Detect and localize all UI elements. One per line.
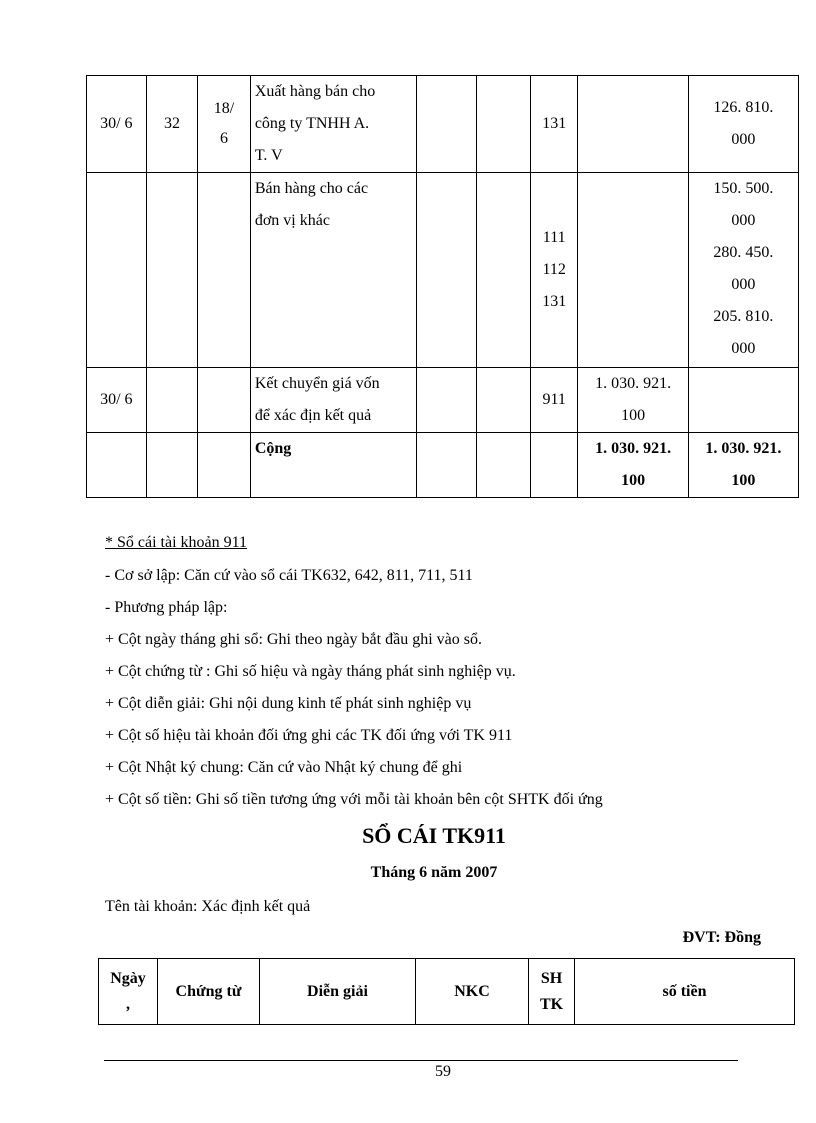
paragraph-line: - Cơ sở lập: Căn cứ vào sổ cái TK632, 642, 811, 711, 511 — [105, 567, 473, 584]
voucher-no-cell — [146, 368, 198, 433]
voucher-no-cell — [146, 173, 198, 368]
date-cell — [87, 173, 147, 368]
empty-cell — [477, 173, 531, 368]
voucher-day-cell — [198, 173, 251, 368]
date-cell: 30/ 6 — [87, 76, 147, 173]
credit-cell — [688, 368, 798, 433]
ledger-subtitle: Tháng 6 năm 2007 — [370, 864, 498, 881]
paragraph-line: + Cột chứng từ : Ghi số hiệu và ngày tháng phát sinh nghiệp vụ. — [105, 663, 516, 680]
ledger911-header-table — [98, 958, 795, 1025]
empty-cell — [416, 433, 477, 498]
voucher-day-cell: 18/ 6 — [198, 76, 251, 173]
total-row — [87, 433, 799, 498]
description-cell: Bán hàng cho các đơn vị khác — [250, 173, 416, 368]
empty-cell — [416, 368, 477, 433]
unit-label: ĐVT: Đồng — [682, 929, 761, 946]
account-name: Tên tài khoản: Xác định kết quả — [105, 898, 311, 915]
shtk-cell: 911 — [530, 368, 578, 433]
header-amount: số tiền — [575, 959, 795, 1025]
paragraph-line: + Cột ngày tháng ghi sổ: Ghi theo ngày bắt đầu ghi vào sổ. — [105, 631, 482, 648]
table-row — [87, 76, 799, 173]
debit-cell — [578, 76, 688, 173]
credit-cell: 150. 500. 000 280. 450. 000 205. 810. 000 — [688, 173, 798, 368]
debit-cell — [578, 173, 688, 368]
paragraph-line: - Phương pháp lập: — [105, 599, 228, 616]
ledger-title: SỔ CÁI TK911 — [362, 823, 506, 848]
paragraph-line: + Cột diễn giải: Ghi nội dung kinh tế phát sinh nghiệp vụ — [105, 695, 472, 712]
date-cell — [87, 433, 147, 498]
empty-cell — [477, 368, 531, 433]
voucher-no-cell: 32 — [146, 76, 198, 173]
paragraph-line: + Cột Nhật ký chung: Căn cứ vào Nhật ký chung để ghi — [105, 759, 463, 776]
header-voucher: Chứng từ — [158, 959, 260, 1025]
date-cell: 30/ 6 — [87, 368, 147, 433]
total-label: Cộng — [250, 433, 416, 498]
shtk-cell: 111 112 131 — [530, 173, 578, 368]
shtk-cell — [530, 433, 578, 498]
description-cell: Xuất hàng bán cho công ty TNHH A. T. V — [250, 76, 416, 173]
shtk-cell: 131 — [530, 76, 578, 173]
description-cell: Kết chuyển giá vốn để xác địn kết quả — [250, 368, 416, 433]
table-row — [87, 368, 799, 433]
header-shtk: SH TK — [529, 959, 575, 1025]
header-description: Diễn giải — [260, 959, 416, 1025]
paragraph-line: + Cột số tiền: Ghi số tiền tương ứng với mỗi tài khoản bên cột SHTK đối ứng — [105, 791, 603, 808]
section-heading: * Sổ cái tài khoản 911 — [105, 534, 248, 551]
ledger-table — [86, 75, 799, 498]
table-row — [87, 173, 799, 368]
empty-cell — [416, 76, 477, 173]
paragraph-line: + Cột số hiệu tài khoản đối ứng ghi các TK đối ứng với TK 911 — [105, 727, 513, 744]
footer-divider — [104, 1060, 738, 1061]
empty-cell — [477, 76, 531, 173]
voucher-no-cell — [146, 433, 198, 498]
voucher-day-cell — [198, 433, 251, 498]
debit-cell: 1. 030. 921. 100 — [578, 368, 688, 433]
total-credit-cell: 1. 030. 921. 100 — [688, 433, 798, 498]
header-date: Ngày , — [99, 959, 158, 1025]
voucher-day-cell — [198, 368, 251, 433]
table-header-row — [99, 959, 795, 1025]
page-number: 59 — [435, 1063, 451, 1080]
empty-cell — [416, 173, 477, 368]
credit-cell: 126. 810. 000 — [688, 76, 798, 173]
total-debit-cell: 1. 030. 921. 100 — [578, 433, 688, 498]
empty-cell — [477, 433, 531, 498]
header-nkc: NKC — [416, 959, 529, 1025]
